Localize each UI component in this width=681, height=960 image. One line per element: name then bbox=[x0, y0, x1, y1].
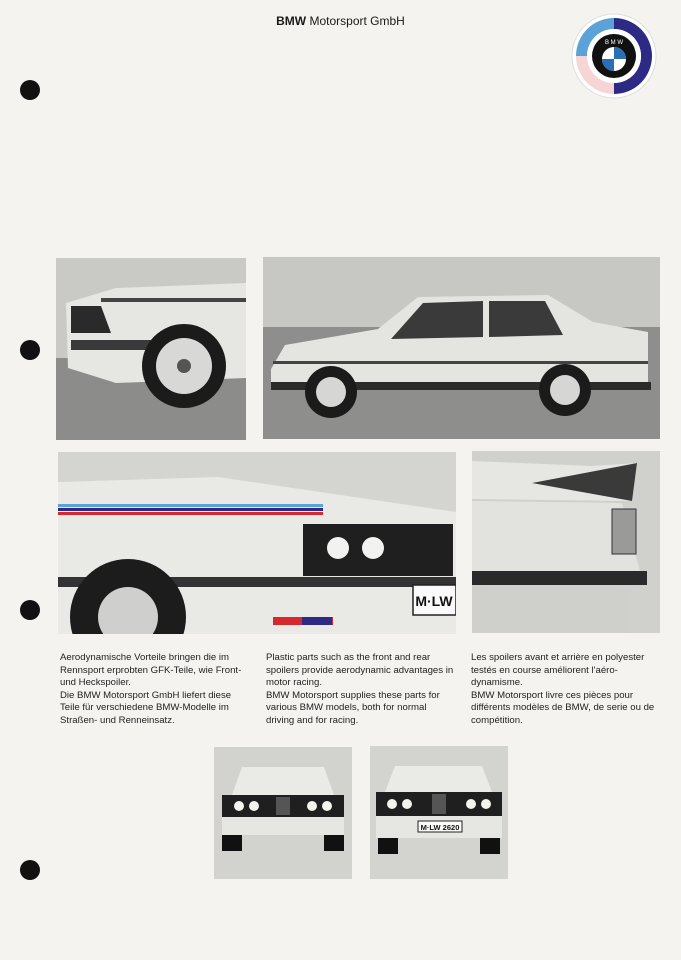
photo-side-profile bbox=[263, 257, 660, 439]
photo-front-spoiler-closeup bbox=[56, 258, 246, 440]
binder-hole bbox=[20, 80, 40, 100]
photo-rear-spoiler bbox=[472, 451, 660, 633]
caption-german bbox=[60, 652, 250, 728]
binder-hole bbox=[20, 860, 40, 880]
photo-front-standard bbox=[214, 747, 352, 879]
logo-text: B M W bbox=[605, 40, 623, 46]
binder-hole bbox=[20, 600, 40, 620]
caption-german-p1: Aerodynamische Vorteile bringen die im Rennsport erprobten GFK-Teile, wie Front- und Heckspoiler. bbox=[60, 652, 242, 689]
caption-french bbox=[471, 652, 661, 728]
license-plate-large: M·LW bbox=[415, 593, 453, 609]
binder-hole bbox=[20, 340, 40, 360]
caption-english bbox=[266, 652, 456, 728]
caption-english-p2: BMW Motorsport supplies these parts for various BMW models, both for normal driving and for racing. bbox=[266, 689, 440, 726]
caption-french-p1: Les spoilers avant et arrière en polyester testés en course améliorent l'aéro-dynamisme. bbox=[471, 652, 645, 689]
photo-front-quarter bbox=[58, 452, 456, 634]
caption-french-p2: BMW Motorsport livre ces pièces pour différents modèles de BMW, de serie ou de compétition. bbox=[471, 689, 655, 726]
caption-english-p1: Plastic parts such as the front and rear spoilers provide aerodynamic advantages in motor racing. bbox=[266, 652, 454, 689]
photo-front-with-spoiler bbox=[370, 746, 508, 879]
caption-german-p2: Die BMW Motorsport GmbH liefert diese Teile für verschiedene BMW-Modelle im Straßen- und Renneinsatz. bbox=[60, 689, 232, 726]
bmw-motorsport-logo bbox=[571, 13, 657, 99]
header-brand: BMW bbox=[276, 14, 307, 28]
license-plate-front: M·LW 2620 bbox=[420, 823, 460, 832]
header-company: Motorsport GmbH bbox=[309, 14, 405, 28]
